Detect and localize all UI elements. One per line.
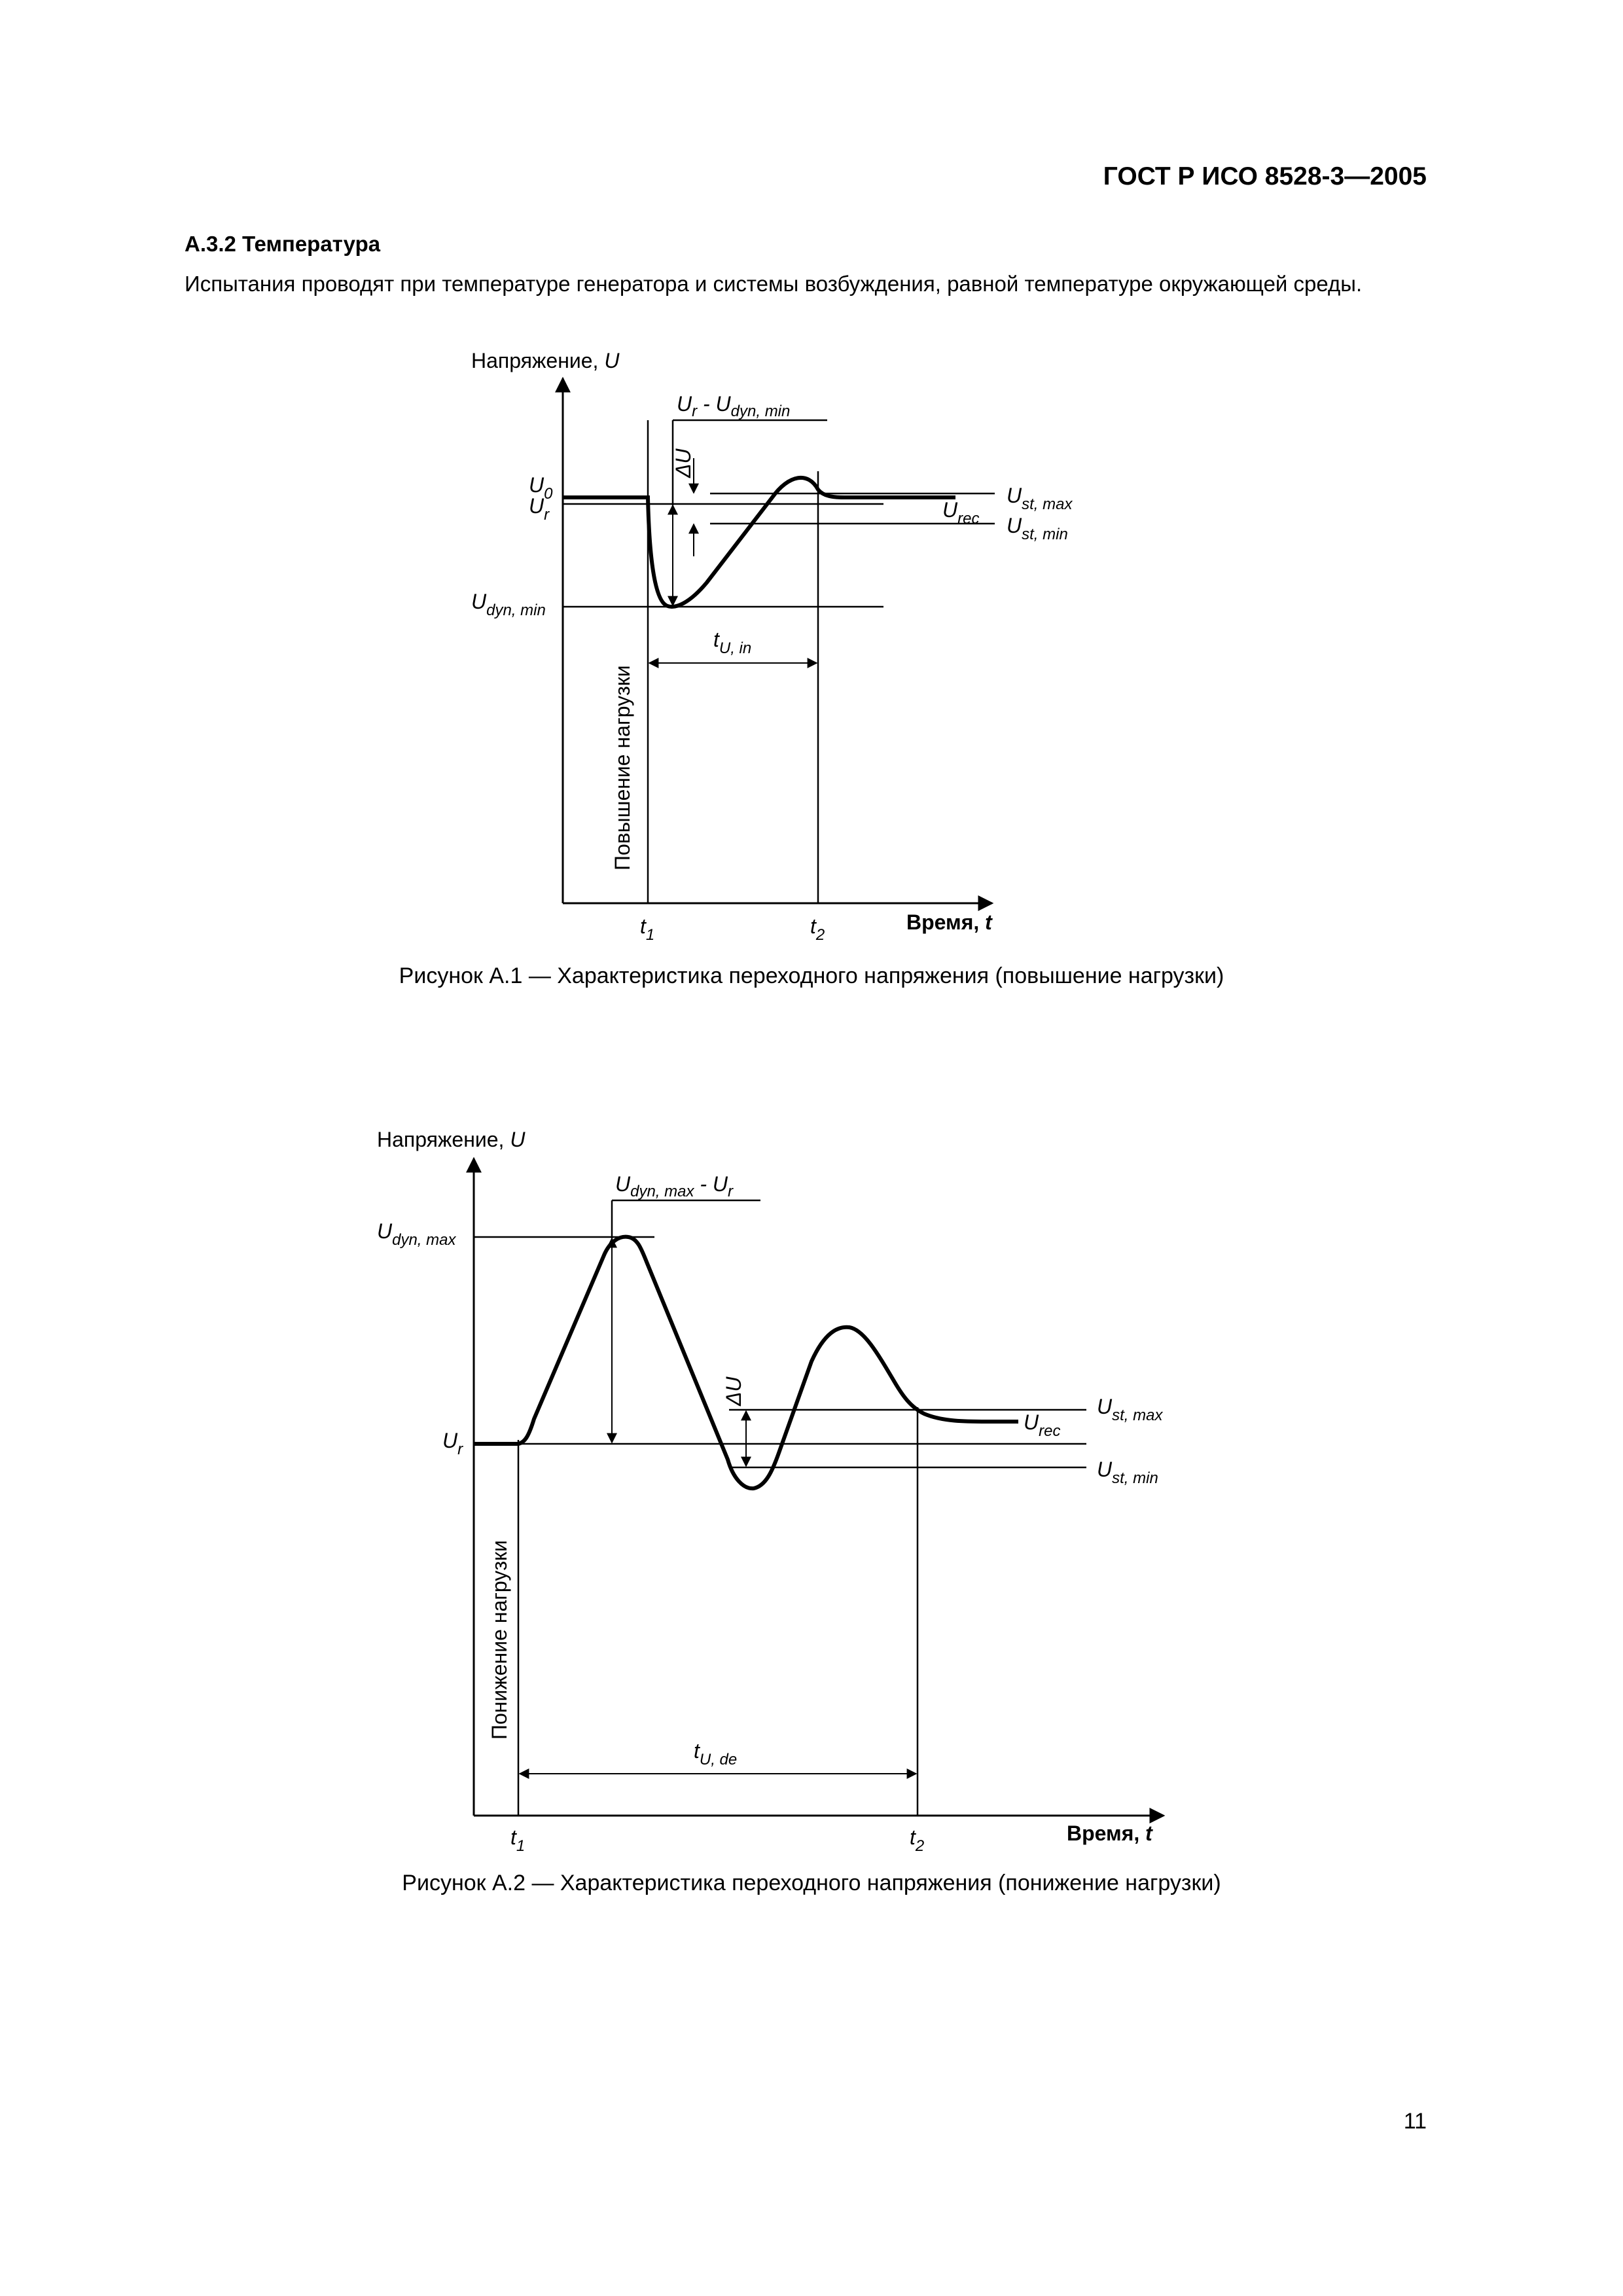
- voltage-curve: [563, 478, 955, 607]
- section-title: А.3.2 Температура: [185, 232, 381, 256]
- x-axis-label: Время, t: [1067, 1821, 1152, 1845]
- page-number: 11: [1403, 2109, 1427, 2134]
- rise-label: $U_{dyn, max} - U_r$: [615, 1172, 734, 1200]
- ust-max-label: $U_{st, max}$: [1007, 484, 1073, 513]
- figure-2-caption: Рисунок А.2 — Характеристика переходного напряжения (понижение нагрузки): [402, 1871, 1221, 1895]
- udyn-min-label: $U_{dyn, min}$: [471, 590, 546, 619]
- y-axis-label: Напряжение, U: [377, 1128, 526, 1151]
- ur-label: $U_r$: [529, 494, 550, 524]
- t1-label: $t_1$: [510, 1825, 526, 1855]
- udyn-max-label: $U_{dyn, max}$: [377, 1219, 456, 1249]
- urec-label: $U_{rec}$: [1024, 1410, 1061, 1440]
- time-span-label: $t_{U, in}$: [713, 628, 752, 657]
- drop-label: $U_r - U_{dyn, min}$: [677, 392, 791, 420]
- y-axis-label: Напряжение, U: [471, 349, 620, 372]
- ust-max-label: $U_{st, max}$: [1097, 1395, 1163, 1424]
- delta-u-label: ΔU: [722, 1376, 745, 1406]
- ur-label: $U_r$: [442, 1429, 463, 1458]
- event-label: Понижение нагрузки: [488, 1540, 511, 1740]
- urec-label: $U_{rec}$: [942, 498, 980, 528]
- ust-min-label: $U_{st, min}$: [1007, 514, 1068, 543]
- figure-voltage-increase: [432, 340, 1099, 942]
- time-span-label: $t_{U, de}$: [694, 1739, 738, 1768]
- event-label: Повышение нагрузки: [611, 665, 634, 870]
- t2-label: $t_2$: [910, 1825, 925, 1855]
- u0-label: $U_0$: [529, 473, 553, 503]
- t1-label: $t_1$: [640, 914, 655, 942]
- figure-voltage-decrease: [353, 1119, 1204, 1859]
- document-header: ГОСТ Р ИСО 8528-3—2005: [1103, 162, 1427, 190]
- delta-u-label: ΔU: [671, 448, 695, 478]
- body-paragraph: Испытания проводят при температуре генератора и системы возбуждения, равной температуре окружающей среды.: [185, 272, 1363, 296]
- t2-label: $t_2$: [810, 914, 825, 942]
- figure-1-caption: Рисунок А.1 — Характеристика переходного напряжения (повышение нагрузки): [399, 963, 1224, 988]
- ust-min-label: $U_{st, min}$: [1097, 1458, 1158, 1487]
- x-axis-label: Время, t: [906, 910, 992, 934]
